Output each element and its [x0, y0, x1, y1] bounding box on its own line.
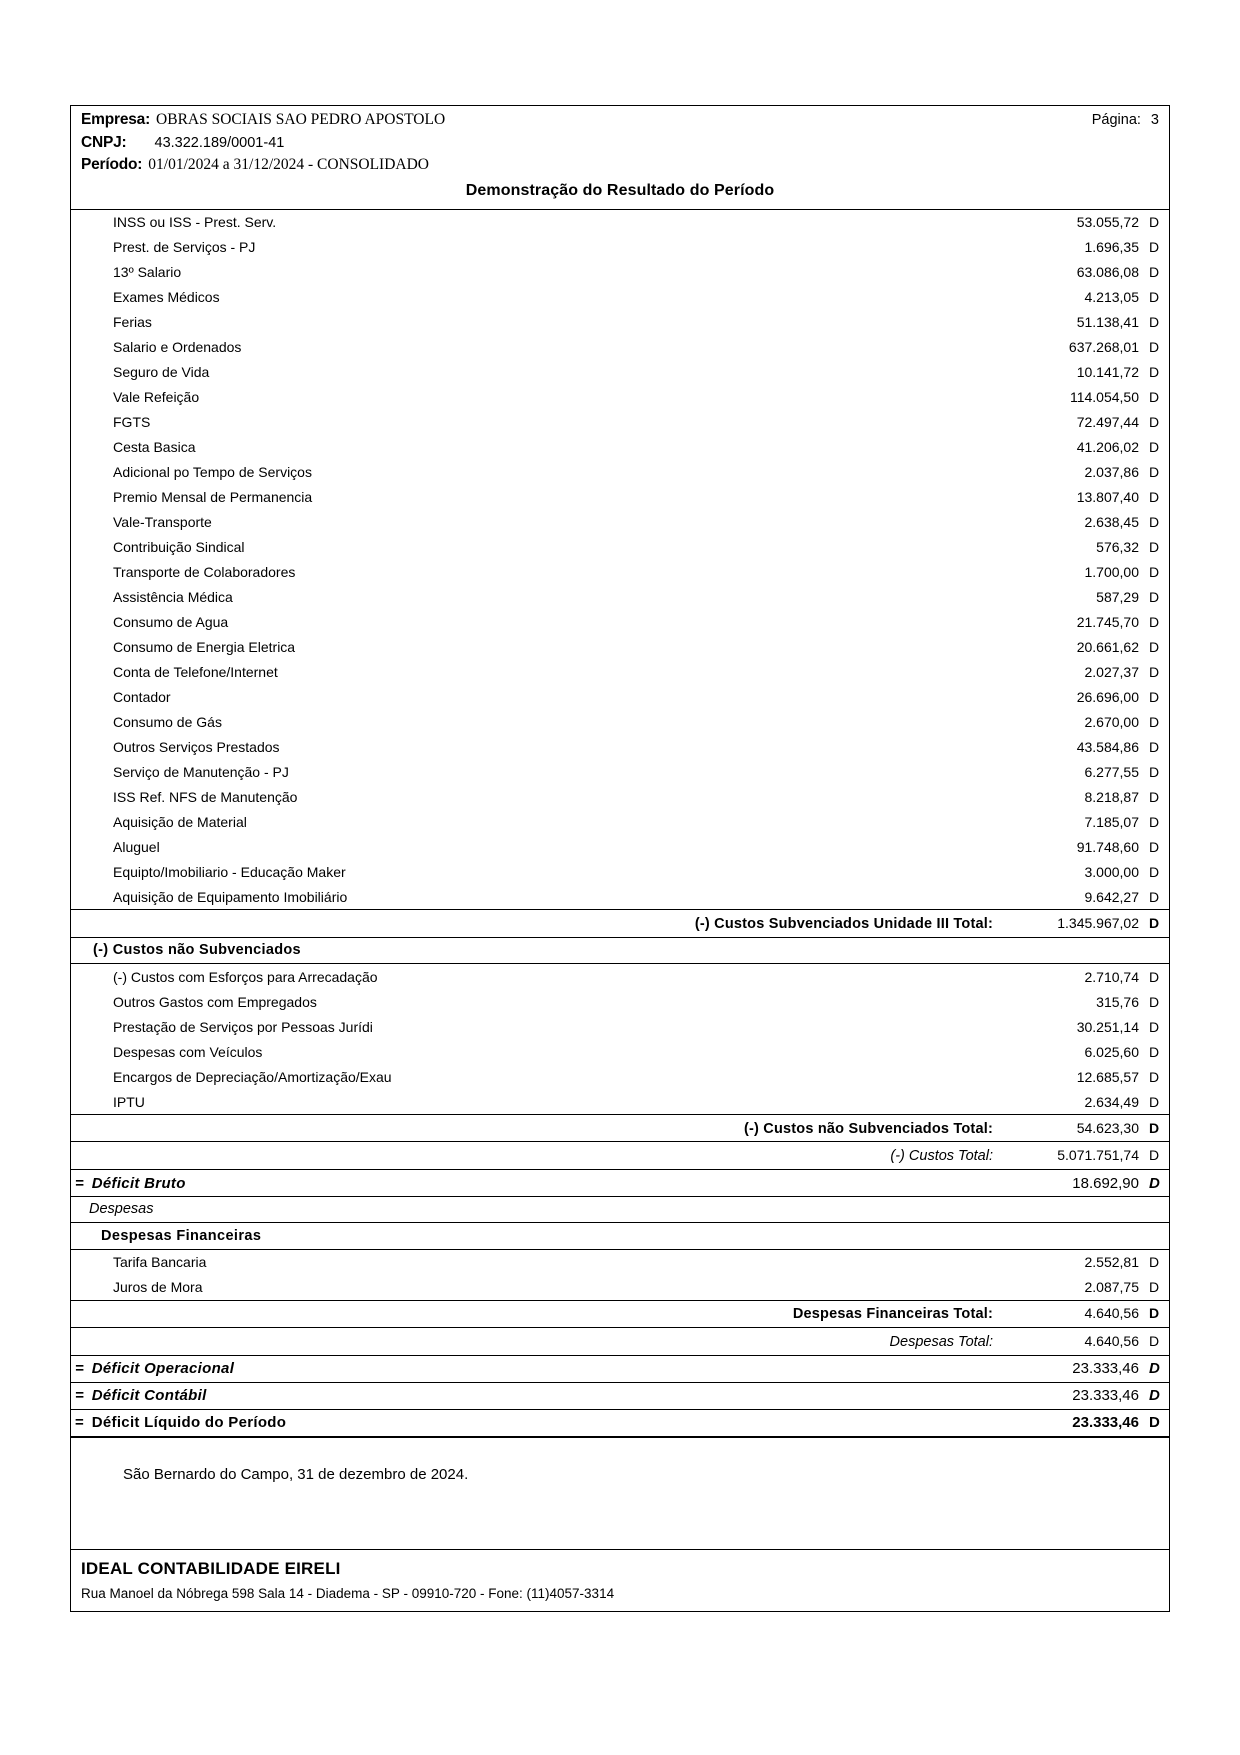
row-value: 6.025,60: [1084, 1043, 1139, 1060]
equals-sign: =: [75, 1387, 84, 1405]
row-value: 3.000,00: [1084, 863, 1139, 880]
row-value: 53.055,72: [1076, 214, 1139, 231]
debit-credit-indicator: D: [1149, 738, 1160, 755]
line-item-row: [71, 484, 1169, 509]
line-item-row: [71, 284, 1169, 309]
line-item-row: [71, 210, 1169, 235]
equals-sign: =: [75, 1414, 84, 1432]
row-label: Assistência Médica: [113, 588, 233, 605]
line-item-row: [71, 584, 1169, 609]
row-label: Cesta Basica: [113, 438, 196, 455]
debit-credit-indicator: D: [1149, 968, 1160, 985]
row-value: 23.333,46: [1072, 1387, 1139, 1405]
line-item-row: [71, 459, 1169, 484]
deficit-row: [71, 1409, 1169, 1437]
row-label: FGTS: [113, 413, 151, 430]
subgroup-heading-row: [71, 1222, 1169, 1249]
debit-credit-indicator: D: [1149, 239, 1160, 256]
debit-credit-indicator: D: [1149, 1254, 1160, 1271]
row-label: Premio Mensal de Permanencia: [113, 488, 313, 505]
debit-credit-indicator: D: [1149, 438, 1160, 455]
line-item-row: [71, 1064, 1169, 1089]
row-value: 20.661,62: [1076, 638, 1139, 655]
line-item-row: [71, 234, 1169, 259]
row-label: Ferias: [113, 314, 152, 331]
row-value: 2.710,74: [1084, 968, 1139, 985]
row-value: 51.138,41: [1076, 314, 1139, 331]
debit-credit-indicator: D: [1149, 513, 1160, 530]
row-label: Serviço de Manutenção - PJ: [113, 763, 289, 780]
debit-credit-indicator: D: [1149, 914, 1160, 931]
row-caption: (-) Custos Subvenciados Unidade III Total:: [694, 915, 993, 932]
row-caption: Despesas Total:: [889, 1333, 993, 1350]
row-value: 7.185,07: [1084, 813, 1139, 830]
row-label: Déficit Líquido do Período: [91, 1414, 287, 1432]
row-label: Consumo de Gás: [113, 713, 222, 730]
report-footer: [71, 1549, 1169, 1612]
row-label: Prest. de Serviços - PJ: [113, 239, 256, 256]
row-value: 587,29: [1096, 588, 1139, 605]
debit-credit-indicator: D: [1149, 863, 1160, 880]
row-label: Déficit Bruto: [91, 1174, 186, 1192]
row-label: Equipto/Imobiliario - Educação Maker: [113, 863, 346, 880]
row-label: Vale Refeição: [113, 388, 200, 405]
equals-sign: =: [75, 1174, 84, 1192]
line-item-row: [71, 834, 1169, 859]
debit-credit-indicator: D: [1149, 1018, 1160, 1035]
debit-credit-indicator: D: [1149, 613, 1160, 630]
row-label: 13º Salario: [113, 264, 182, 281]
deficit-row: [71, 1355, 1169, 1382]
line-item-row: [71, 884, 1169, 909]
debit-credit-indicator: D: [1149, 214, 1160, 231]
row-label: Aquisição de Equipamento Imobiliário: [113, 888, 348, 905]
debit-credit-indicator: D: [1149, 413, 1160, 430]
line-item-row: [71, 609, 1169, 634]
debit-credit-indicator: D: [1149, 588, 1160, 605]
row-value: 315,76: [1096, 993, 1139, 1010]
line-item-row: [71, 964, 1169, 989]
debit-credit-indicator: D: [1149, 388, 1160, 405]
signature-block: [71, 1437, 1169, 1549]
row-label: Contador: [113, 688, 171, 705]
debit-credit-indicator: D: [1149, 1279, 1160, 1296]
line-item-row: [71, 709, 1169, 734]
debit-credit-indicator: D: [1149, 888, 1160, 905]
debit-credit-indicator: D: [1149, 993, 1160, 1010]
debit-credit-indicator: D: [1149, 339, 1160, 356]
row-value: 23.333,46: [1072, 1414, 1139, 1432]
line-item-row: [71, 759, 1169, 784]
line-item-row: [71, 509, 1169, 534]
line-item-row: [71, 409, 1169, 434]
debit-credit-indicator: D: [1149, 663, 1160, 680]
line-item-row: [71, 659, 1169, 684]
row-label: Contribuição Sindical: [113, 538, 245, 555]
row-label: Encargos de Depreciação/Amortização/Exau: [113, 1068, 392, 1085]
debit-credit-indicator: D: [1149, 538, 1160, 555]
row-value: 2.638,45: [1084, 513, 1139, 530]
row-value: 576,32: [1096, 538, 1139, 555]
row-value: 9.642,27: [1084, 888, 1139, 905]
line-item-row: [71, 784, 1169, 809]
signature-text: São Bernardo do Campo, 31 de dezembro de 2024.: [123, 1465, 469, 1483]
line-item-row: [71, 859, 1169, 884]
row-value: 2.634,49: [1084, 1093, 1139, 1110]
row-label: Outros Gastos com Empregados: [113, 993, 317, 1010]
debit-credit-indicator: D: [1149, 1068, 1160, 1085]
row-value: 2.552,81: [1084, 1254, 1139, 1271]
row-value: 18.692,90: [1072, 1174, 1139, 1192]
row-label: Prestação de Serviços por Pessoas Jurídi: [113, 1018, 373, 1035]
row-label: Despesas com Veículos: [113, 1043, 263, 1060]
debit-credit-indicator: D: [1149, 463, 1160, 480]
row-label: Salario e Ordenados: [113, 339, 242, 356]
group-heading-row: [71, 937, 1169, 964]
debit-credit-indicator: D: [1149, 1147, 1160, 1164]
company-label: Empresa:: [81, 111, 151, 128]
row-value: 72.497,44: [1076, 413, 1139, 430]
debit-credit-indicator: D: [1149, 563, 1160, 580]
debit-credit-indicator: D: [1149, 813, 1160, 830]
debit-credit-indicator: D: [1149, 713, 1160, 730]
report-header: [71, 106, 1169, 209]
line-item-row: [71, 989, 1169, 1014]
debit-credit-indicator: D: [1149, 314, 1160, 331]
row-label: Seguro de Vida: [113, 364, 210, 380]
total-row: [71, 1327, 1169, 1354]
debit-credit-indicator: D: [1149, 289, 1160, 306]
period-line: [81, 157, 1159, 173]
row-value: 63.086,08: [1076, 264, 1139, 281]
row-label: Vale-Transporte: [113, 513, 212, 530]
company-name: OBRAS SOCIAIS SAO PEDRO APOSTOLO: [156, 111, 446, 128]
row-value: 26.696,00: [1076, 688, 1139, 705]
row-value: 1.345.967,02: [1057, 914, 1139, 931]
row-value: 5.071.751,74: [1057, 1147, 1139, 1164]
row-label: ISS Ref. NFS de Manutenção: [113, 788, 298, 805]
row-label: Exames Médicos: [113, 289, 220, 306]
row-value: 12.685,57: [1076, 1068, 1139, 1085]
line-item-row: [71, 634, 1169, 659]
cnpj-value: 43.322.189/0001-41: [154, 134, 285, 151]
page-number: 3: [1150, 112, 1159, 128]
row-value: 1.696,35: [1084, 239, 1139, 256]
cnpj-label: CNPJ:: [81, 133, 127, 151]
row-label: (-) Custos não Subvenciados: [93, 942, 301, 959]
debit-credit-indicator: D: [1149, 1305, 1160, 1322]
total-row: [71, 1141, 1169, 1168]
row-label: IPTU: [113, 1093, 145, 1110]
line-item-row: [71, 534, 1169, 559]
row-value: 4.640,56: [1084, 1332, 1139, 1349]
row-label: Déficit Contábil: [91, 1387, 207, 1405]
line-item-row: [71, 734, 1169, 759]
row-value: 6.277,55: [1084, 763, 1139, 780]
debit-credit-indicator: D: [1149, 1360, 1160, 1378]
line-item-row: [71, 1275, 1169, 1300]
subtotal-row: [71, 1114, 1169, 1141]
row-value: 13.807,40: [1076, 488, 1139, 505]
row-value: 30.251,14: [1076, 1018, 1139, 1035]
line-item-row: [71, 309, 1169, 334]
debit-credit-indicator: D: [1149, 688, 1160, 705]
row-value: 637.268,01: [1068, 339, 1139, 356]
row-label: Consumo de Agua: [113, 613, 229, 630]
row-value: 2.037,86: [1084, 463, 1139, 480]
deficit-row: [71, 1382, 1169, 1409]
row-value: 23.333,46: [1072, 1360, 1139, 1378]
debit-credit-indicator: D: [1149, 788, 1160, 805]
section-label-row: [71, 1196, 1169, 1222]
row-label: Aquisição de Material: [113, 813, 247, 830]
company-line: [81, 112, 1159, 128]
line-item-row: [71, 434, 1169, 459]
row-value: 54.623,30: [1076, 1119, 1139, 1136]
row-label: Déficit Operacional: [91, 1360, 235, 1378]
row-value: 21.745,70: [1076, 613, 1139, 630]
debit-credit-indicator: D: [1149, 364, 1160, 380]
row-caption: (-) Custos Total:: [890, 1148, 993, 1165]
line-item-row: [71, 684, 1169, 709]
row-value: 43.584,86: [1076, 738, 1139, 755]
line-item-row: [71, 559, 1169, 584]
row-label: Conta de Telefone/Internet: [113, 663, 278, 680]
line-item-row: [71, 1089, 1169, 1114]
debit-credit-indicator: D: [1149, 1387, 1160, 1405]
row-label: Aluguel: [113, 838, 160, 855]
row-label: INSS ou ISS - Prest. Serv.: [113, 214, 277, 231]
line-item-row: [71, 1039, 1169, 1064]
row-value: 1.700,00: [1084, 563, 1139, 580]
debit-credit-indicator: D: [1149, 763, 1160, 780]
row-label: Transporte de Colaboradores: [113, 563, 296, 580]
debit-credit-indicator: D: [1149, 1414, 1160, 1432]
row-label: Tarifa Bancaria: [113, 1254, 207, 1271]
line-item-row: [71, 359, 1169, 384]
accounting-firm-address: Rua Manoel da Nóbrega 598 Sala 14 - Diadema - SP - 09910-720 - Fone: (11)4057-3314: [81, 1585, 615, 1601]
row-value: 8.218,87: [1084, 788, 1139, 805]
debit-credit-indicator: D: [1149, 638, 1160, 655]
subtotal-row: [71, 1300, 1169, 1327]
row-value: 41.206,02: [1076, 438, 1139, 455]
debit-credit-indicator: D: [1149, 1043, 1160, 1060]
row-label: Despesas Financeiras: [101, 1227, 262, 1244]
debit-credit-indicator: D: [1149, 1332, 1160, 1349]
report-sheet: [70, 105, 1170, 1612]
line-item-row: [71, 1250, 1169, 1275]
row-label: Adicional po Tempo de Serviços: [113, 463, 312, 480]
row-value: 114.054,50: [1069, 388, 1139, 405]
row-label: Consumo de Energia Eletrica: [113, 638, 296, 655]
period-value: 01/01/2024 a 31/12/2024 - CONSOLIDADO: [148, 156, 429, 173]
page-indicator: [1092, 113, 1159, 128]
period-label: Período:: [81, 156, 143, 173]
page-title: Demonstração do Resultado do Período: [465, 181, 775, 199]
debit-credit-indicator: D: [1149, 264, 1160, 281]
page-label: Página:: [1091, 112, 1141, 128]
debit-credit-indicator: D: [1149, 488, 1160, 505]
debit-credit-indicator: D: [1149, 1093, 1160, 1110]
debit-credit-indicator: D: [1149, 1174, 1160, 1192]
row-value: 2.087,75: [1084, 1279, 1139, 1296]
row-value: 2.670,00: [1084, 713, 1139, 730]
line-item-row: [71, 259, 1169, 284]
line-item-row: [71, 334, 1169, 359]
line-item-row: [71, 384, 1169, 409]
subtotal-row: [71, 909, 1169, 936]
row-caption: (-) Custos não Subvenciados Total:: [743, 1120, 993, 1137]
deficit-row: [71, 1169, 1169, 1196]
row-label: (-) Custos com Esforços para Arrecadação: [113, 968, 378, 985]
debit-credit-indicator: D: [1149, 1119, 1160, 1136]
row-value: 91.748,60: [1076, 838, 1139, 855]
row-label: Juros de Mora: [113, 1279, 203, 1296]
debit-credit-indicator: D: [1149, 838, 1160, 855]
statement-rows: [71, 209, 1169, 1437]
line-item-row: [71, 809, 1169, 834]
accounting-firm-name: IDEAL CONTABILIDADE EIRELI: [81, 1558, 341, 1578]
row-label: Despesas: [89, 1201, 154, 1218]
cnpj-line: [81, 135, 1159, 151]
row-value: 2.027,37: [1084, 663, 1139, 680]
line-item-row: [71, 1014, 1169, 1039]
row-caption: Despesas Financeiras Total:: [792, 1306, 993, 1323]
row-value: 10.141,72: [1076, 364, 1139, 380]
row-value: 4.640,56: [1084, 1305, 1139, 1322]
row-label: Outros Serviços Prestados: [113, 738, 280, 755]
equals-sign: =: [75, 1360, 84, 1378]
row-value: 4.213,05: [1084, 289, 1139, 306]
